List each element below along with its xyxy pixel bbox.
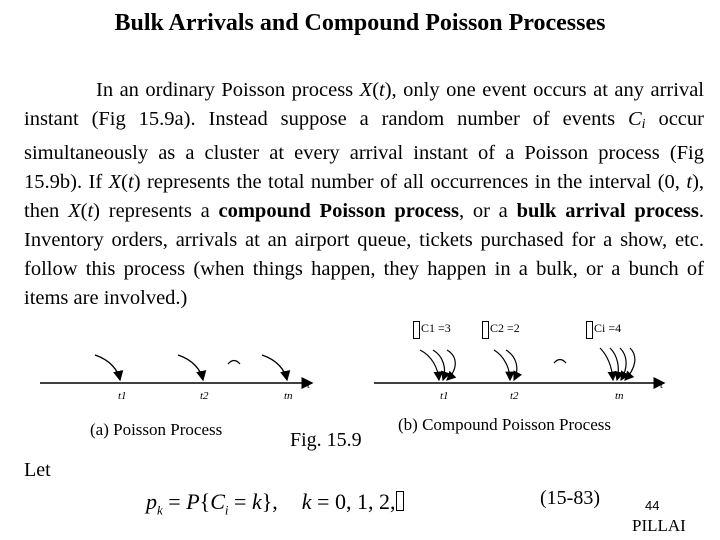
axis-label: t	[307, 379, 311, 391]
equation-number: (15-83)	[540, 487, 600, 509]
cluster-arrow	[610, 348, 618, 380]
cluster-label: C2 =2	[490, 321, 520, 335]
caption-a: (a) Poisson Process	[90, 420, 223, 439]
cluster-label: C1 =3	[421, 321, 451, 335]
cluster-arrow	[600, 348, 613, 380]
slide-title: Bulk Arrivals and Compound Poisson Processes	[114, 10, 606, 36]
term-bulk-arrival: bulk arrival process	[516, 200, 699, 222]
ellipsis-mark	[554, 360, 566, 364]
ellipsis-mark	[228, 361, 240, 365]
tick-label: t2	[200, 390, 209, 402]
arrival-arrow	[178, 355, 203, 380]
cluster-arrow	[420, 350, 439, 380]
tick-label: tn	[284, 390, 293, 402]
placeholder-box-icon	[396, 491, 404, 511]
tick-label: t2	[510, 390, 519, 402]
axis-label: t	[660, 379, 664, 391]
page-number: 44	[645, 498, 660, 513]
cluster-arrow	[506, 350, 517, 380]
term-compound-poisson: compound Poisson process	[218, 200, 459, 222]
body-paragraph: In an ordinary Poisson process X(t), only one event occurs at any arrival instant (Fig 15.9a). Instead suppose a random number of events Ci occur simultaneously as a cluster at every arrival instant of a Poisson process (Fig 15.9b). If X(t) represents the total number of all occurrences in the interval (0, t), then X(t) represents a compound Poisson process, or a bulk arrival process. Inventory orders, arrivals at an airport queue, tickets purchased for a show, etc. follow this process (when things happen, they happen in a bulk, or a bunch of items are involved.)	[24, 79, 705, 309]
cluster-arrow	[620, 348, 626, 380]
tick-label: t1	[118, 390, 127, 402]
equation-15-83: $p_k = P\{C_i = k\}$, k = 0, 1, 2,	[146, 489, 404, 523]
let-label: Let	[24, 459, 51, 481]
arrival-arrow	[262, 355, 287, 380]
cluster-label: Ci =4	[594, 321, 622, 335]
tick-label: t1	[440, 390, 449, 402]
cluster-box	[413, 321, 420, 339]
tick-label: tn	[615, 390, 624, 402]
cluster-arrow	[447, 350, 455, 380]
cluster-box	[586, 321, 593, 339]
author-name: PILLAI	[632, 516, 686, 535]
cluster-box	[482, 321, 489, 339]
figure-label: Fig. 15.9	[290, 429, 362, 451]
cluster-arrow	[494, 350, 510, 380]
arrival-arrow	[95, 355, 120, 380]
poisson-process-diagram	[40, 355, 312, 402]
caption-b: (b) Compound Poisson Process	[398, 415, 611, 434]
